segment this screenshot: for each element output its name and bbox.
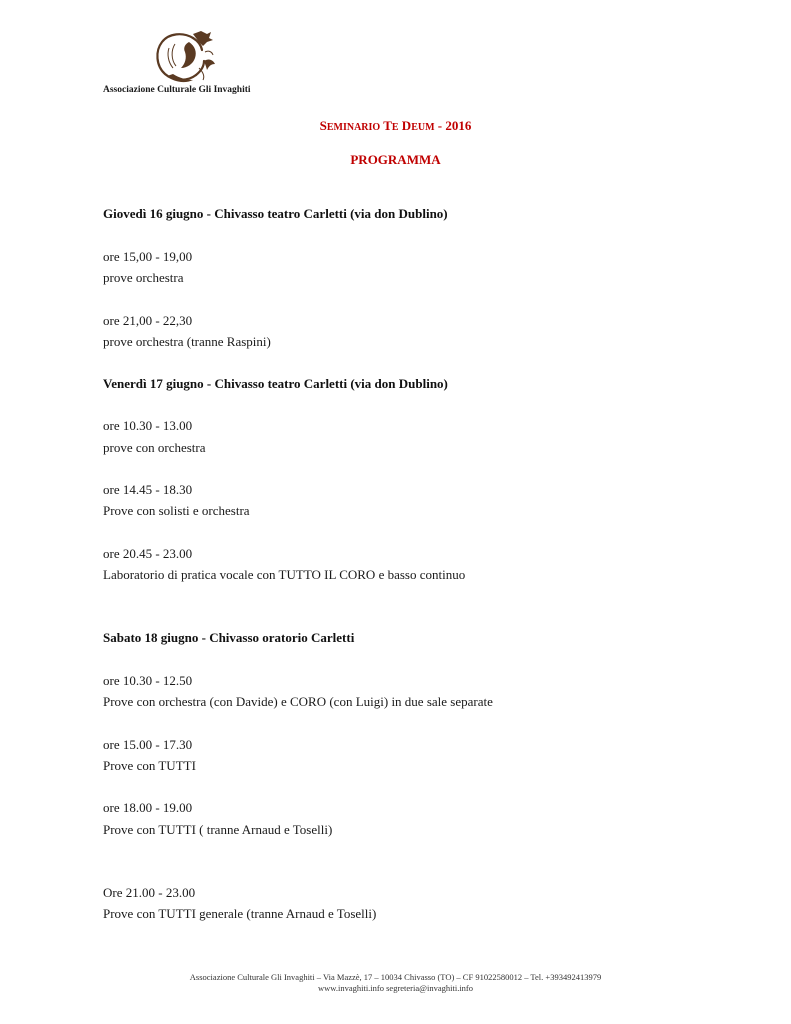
- session-description: prove orchestra: [103, 270, 184, 285]
- session-time: ore 15.00 - 17.30: [103, 737, 193, 752]
- session-description: Prove con TUTTI: [103, 758, 196, 773]
- session-time: ore 21,00 - 22,30: [103, 313, 193, 328]
- footer-contacts: www.invaghiti.info segreteria@invaghiti.info: [317, 983, 474, 993]
- dragon-ring-logo-icon: [149, 28, 217, 86]
- session-time: ore 14.45 - 18.30: [103, 482, 193, 497]
- session-time: ore 10.30 - 12.50: [103, 673, 193, 688]
- session-time: ore 10.30 - 13.00: [103, 418, 193, 433]
- document-title: SEMINARIO TE DEUM - 2016: [319, 118, 472, 133]
- session-description: prove con orchestra: [103, 440, 206, 455]
- session-time: ore 15,00 - 19,00: [103, 249, 193, 264]
- day-heading: Sabato 18 giugno - Chivasso oratorio Carletti: [103, 630, 355, 645]
- footer-address: Associazione Culturale Gli Invaghiti – Via Mazzè, 17 – 10034 Chivasso (TO) – CF 91022580012 – Tel. +393492413979: [189, 972, 602, 982]
- session-description: prove orchestra (tranne Raspini): [103, 334, 271, 349]
- session-description: Prove con orchestra (con Davide) e CORO (con Luigi) in due sale separate: [103, 694, 493, 709]
- session-time: Ore 21.00 - 23.00: [103, 885, 196, 900]
- session-description: Prove con TUTTI generale (tranne Arnaud e Toselli): [103, 906, 377, 921]
- day-heading: Giovedì 16 giugno - Chivasso teatro Carletti (via don Dublino): [103, 206, 448, 221]
- session-time: ore 18.00 - 19.00: [103, 800, 193, 815]
- association-name: Associazione Culturale Gli Invaghiti: [103, 85, 251, 95]
- session-description: Prove con solisti e orchestra: [103, 503, 250, 518]
- session-time: ore 20.45 - 23.00: [103, 546, 193, 561]
- session-description: Prove con TUTTI ( tranne Arnaud e Toselli): [103, 822, 333, 837]
- session-description: Laboratorio di pratica vocale con TUTTO IL CORO e basso continuo: [103, 567, 466, 582]
- day-heading: Venerdì 17 giugno - Chivasso teatro Carletti (via don Dublino): [103, 376, 448, 391]
- document-subtitle: PROGRAMMA: [350, 152, 441, 167]
